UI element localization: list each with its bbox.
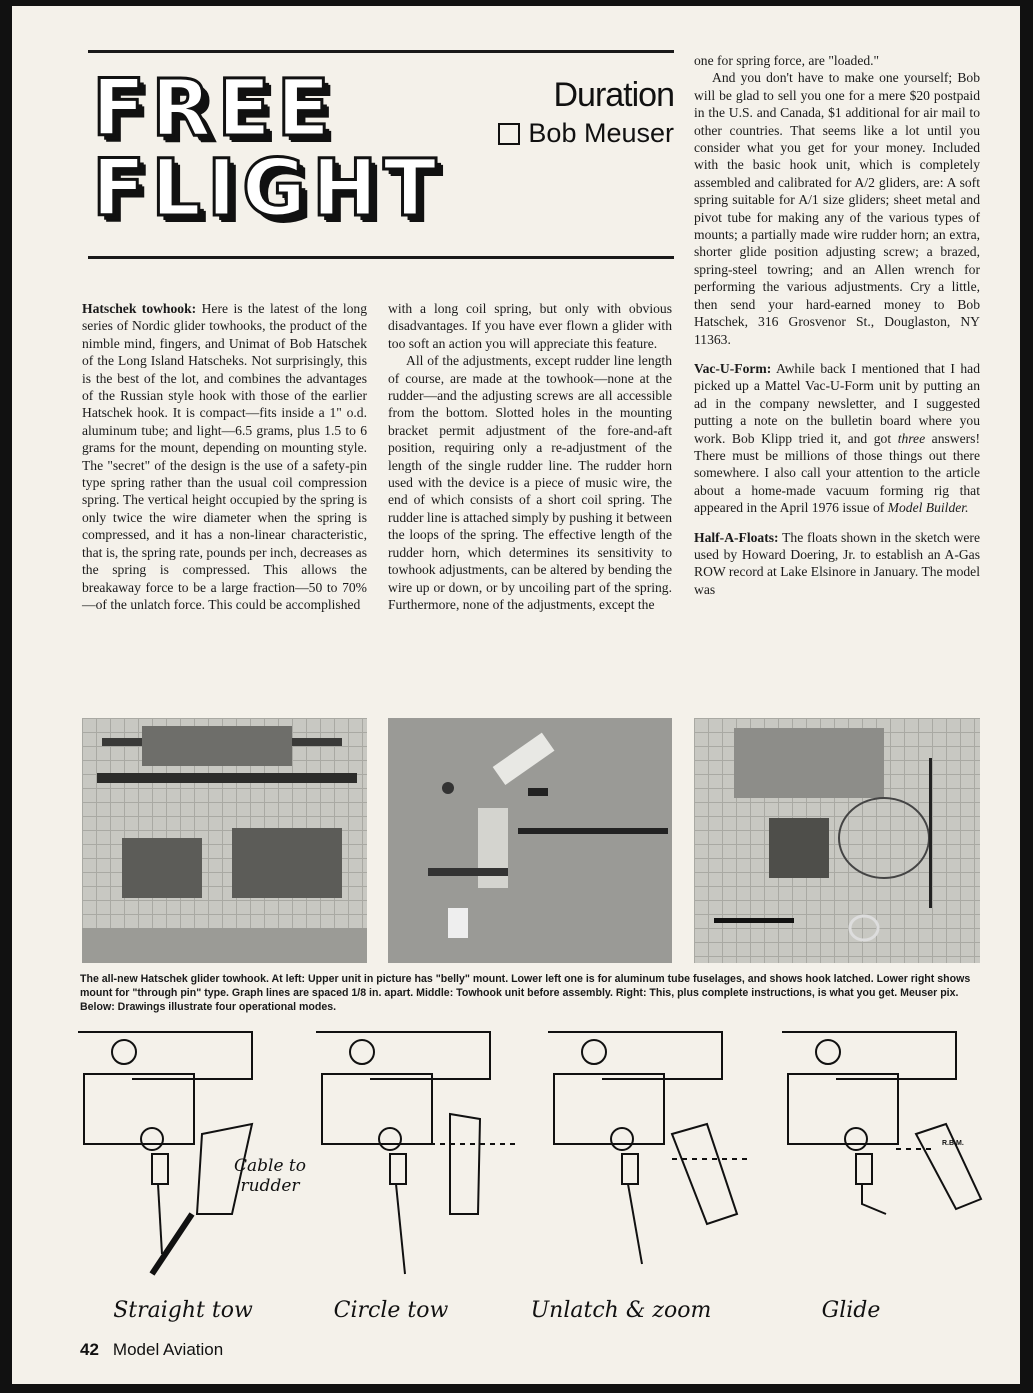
cable-label-line-2: rudder — [240, 1176, 300, 1196]
author-name: Bob Meuser — [528, 118, 674, 148]
paragraph-half-a-floats — [694, 529, 980, 599]
photo-caption: The all-new Hatschek glider towhook. At left: Upper unit in picture has "belly" mount. Lower left one is for aluminum tube fuselages, and shows hook latched. Lower right shows mount for "through pin" type. Graph lines are spaced 1/8 in. apart. Middle: Towhook unit before assembly. Right: This, plus complete instructions, is what you get. Meuser pix. Below: Drawings illustrate four operational modes. — [80, 973, 971, 1013]
initials-rbm: R.B.M. — [942, 1140, 964, 1147]
paragraph-vac-u-form — [694, 360, 980, 517]
photo-towhook-kit — [694, 718, 980, 963]
paragraph-towhook — [82, 300, 367, 613]
drawing-circle-tow — [310, 1024, 532, 1294]
paragraph-text: one for spring force, are "loaded." — [694, 53, 880, 68]
cable-to-rudder-label — [234, 1156, 306, 1196]
page-footer — [80, 1340, 223, 1360]
author-line — [498, 118, 674, 149]
paragraph-text: answers! There must be millions of those things out there somewhere. I also call your attention to the article about a home-made vacuum forming rig that appeared in the April 1976 issue of — [694, 430, 980, 516]
drawing-unlatch-zoom — [542, 1024, 764, 1294]
column-name: Duration — [553, 76, 674, 114]
label-circle-tow: Circle tow — [333, 1298, 449, 1323]
emphasis-text: Model Builder. — [887, 500, 969, 516]
paragraph-text: The floats shown in the sketch were used by Howard Doering, Jr. to establish an A-Gas ROW record at Lake Elsinore in January. The model was — [694, 529, 980, 597]
text-column-1 — [82, 300, 367, 613]
page-number: 42 — [80, 1340, 99, 1359]
header-top-rule — [88, 50, 674, 53]
paragraph-text: with a long coil spring, but only with obvious disadvantages. If you have ever flown a glider with too soft an action you will appreciate this feature. — [388, 301, 672, 351]
photo-towhook-parts-sketch — [388, 718, 672, 963]
paragraph-text: All of the adjustments, except rudder line length of course, are made at the towhook—none at the rudder—and the adjusting screws are all accessible from the bottom. Slotted holes in the mounting bracket permit adjustment of the fore-and-aft position, requiring only a re-adjustment of the length of the single rudder line. The rudder horn used with the device is a piece of music wire, the end of which consists of a short coil spring. The rudder line is attached simply by pushing it between the loops of the spring. The effective length of the rudder horn, which determines its sensitivity to towhook adjustments, can be altered by bending the wire up or down, or by uncoiling part of the spring. Furthermore, none of the adjustments, except the — [388, 353, 672, 612]
paragraph-text: Awhile back I mentioned that I had picked up a Mattel Vac-U-Form unit by putting an ad in the company newsletter, and I suggested putting a note on the bulletin board where you work. Bob Klipp tried it, and got — [694, 360, 980, 446]
subhead-vac-u-form: Vac-U-Form: — [694, 360, 772, 376]
paragraph-text: Here is the latest of the long series of Nordic glider towhooks, the product of the nimble mind, fingers, and Unimat of Bob Hatschek of the Long Island Hatscheks. Not surprisingly, this is the best of the lot, and combines the advantages of the Russian style hook with those of the earlier Hatschek hook. It is compact—fits inside a 1" o.d. aluminum tube; and light—6.5 grams, plus 1.5 to 6 grams for the mount, depending on mounting style. The "secret" of the design is the use of a safety-pin type spring rather than the usual coil compression spring. The vertical height occupied by the spring is only twice the wire diameter when the spring is compressed, and it has a non-linear characteristic, that is, the spring rate, pounds per inch, decreases as the spring is compressed. This allows the breakaway force to be a large fraction—50 to 70%—of the unlatch force. This could be accomplished — [82, 301, 367, 612]
magazine-name: Model Aviation — [112, 1340, 224, 1359]
text-column-3 — [694, 52, 980, 598]
magazine-page — [12, 6, 1020, 1384]
photo-towhook-parts — [388, 718, 672, 963]
checkbox-square-icon — [498, 123, 520, 145]
paragraph-text: And you don't have to make one yourself; Bob will be glad to sell you one for a mere $20 postpaid in the U.S. and Canada, $1 additional for air mail to other countries. That seems like a lot until you consider what you get for your money. Included with the basic hook unit, which is completely assembled and calibrated for A/2 gliders, are: A soft spring suitable for A/1 size gliders; sheet metal and pivot tube for making any of the various types of mounts; a partially made wire rudder horn; an extra, shorter glide position adjusting screw; a brazed, spring-steel towring; and an Allen wrench for performing the various adjustments. Cry a little, then send your hard-earned money to Bob Hatschek, 316 Grosvenor St., Douglaston, NY 11363. — [694, 70, 980, 347]
title-flight: FLIGHT — [92, 144, 443, 234]
header-bottom-rule — [88, 256, 674, 259]
subhead-half-a-floats: Half-A-Floats: — [694, 529, 779, 545]
label-straight-tow: Straight tow — [113, 1298, 253, 1323]
photo-towhook-kit-sketch — [694, 718, 980, 963]
text-column-2 — [388, 300, 672, 613]
photo-towhook-mounts-sketch — [82, 718, 367, 963]
label-unlatch-zoom: Unlatch & zoom — [530, 1298, 712, 1323]
emphasis-text: three — [897, 430, 926, 446]
cable-label-line-1: Cable to — [234, 1156, 306, 1176]
label-glide: Glide — [821, 1298, 881, 1323]
drawing-glide — [776, 1024, 998, 1294]
title-free: FREE — [92, 64, 336, 154]
subhead-towhook: Hatschek towhook: — [82, 301, 197, 316]
photo-towhook-mounts — [82, 718, 367, 963]
